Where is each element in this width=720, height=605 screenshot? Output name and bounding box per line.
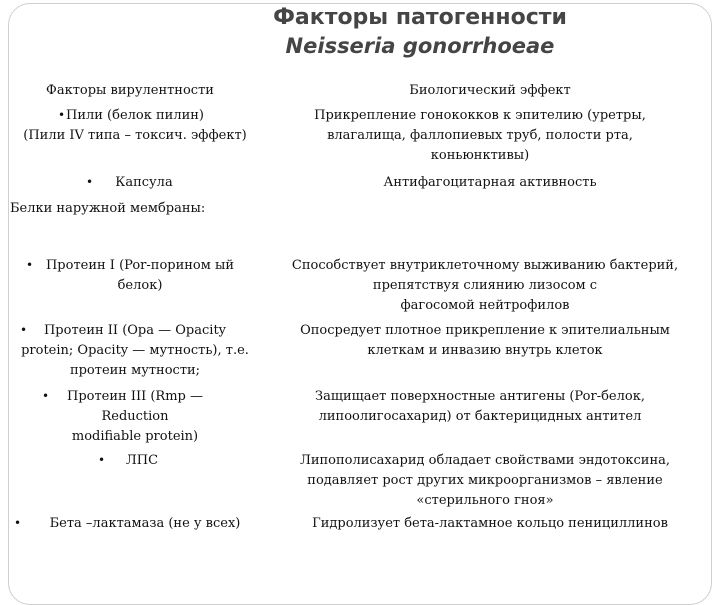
effect-line: влагалища, фаллопиевых труб, полости рта, — [327, 128, 633, 143]
factor-line: Капсула — [115, 175, 173, 190]
effect-line: Липополисахарид обладает свойствами эндотоксина, — [299, 453, 671, 468]
effect-line: Антифагоцитарная активность — [383, 175, 597, 190]
factor-line: Протеин III (Rmp — — [66, 389, 203, 404]
effect-beta-lactamase — [280, 514, 700, 534]
factor-beta-lactamase — [30, 514, 260, 534]
factor-lps — [112, 451, 172, 471]
factor-protein-iii — [50, 387, 220, 447]
effect-line: фагосомой нейтрофилов — [400, 298, 570, 313]
header-biological-effect: Биологический эффект — [409, 83, 571, 98]
effect-line: Опосредует плотное прикрепление к эпителиальным — [300, 323, 670, 338]
factor-line: Протеин II (Opa — Opacity — [43, 323, 227, 338]
factor-line: Протеин I (Por-порином ый — [45, 258, 235, 273]
factor-line: белок) — [117, 278, 163, 293]
effect-line: коньюнктивы) — [430, 148, 530, 163]
bullet: • — [20, 323, 28, 337]
effect-line: Защищает поверхностные антигены (Por-белок, — [315, 389, 645, 404]
section-outer-membrane-proteins: Белки наружной мембраны: — [10, 201, 206, 216]
effect-protein-i — [270, 256, 700, 316]
factor-line: ЛПС — [125, 453, 159, 468]
bullet: • — [42, 389, 50, 403]
bullet: • — [86, 175, 94, 189]
effect-pili — [290, 106, 670, 166]
effect-line: подавляет рост других микроорганизмов – явление — [307, 473, 663, 488]
bullet: • — [98, 453, 106, 467]
factor-line: protein; Opacity — мутность), т.е. — [21, 343, 249, 358]
header-virulence-factors: Факторы вирулентности — [46, 83, 214, 98]
effect-capsule — [300, 173, 680, 193]
effect-line: Прикрепление гонококков к эпителию (уретры, — [314, 108, 646, 123]
factor-line: modifiable protein) — [71, 429, 199, 444]
factor-pili — [4, 106, 266, 146]
factor-line: протеин мутности; — [69, 363, 201, 378]
factor-line: Reduction — [101, 409, 169, 424]
effect-line: препятствуя слиянию лизосом с — [372, 278, 598, 293]
effect-line: Способствует внутриклеточному выживанию бактерий, — [291, 258, 679, 273]
factor-protein-i — [30, 256, 250, 296]
slide-title — [230, 4, 610, 60]
bullet: • — [26, 258, 34, 272]
bullet: • — [14, 516, 22, 530]
title-line-1: Факторы патогенности — [273, 5, 567, 30]
effect-line: Гидролизует бета-лактамное кольцо пенициллинов — [312, 516, 668, 531]
effect-protein-iii — [280, 387, 680, 427]
factor-line: (Пили IV типа – токсич. эффект) — [23, 128, 247, 143]
bullet: • — [58, 108, 66, 122]
effect-line: липоолигосахарид) от бактерицидных антител — [318, 409, 642, 424]
effect-line: клеткам и инвазию внутрь клеток — [367, 343, 603, 358]
effect-protein-ii — [280, 321, 690, 361]
factor-protein-ii — [4, 321, 266, 381]
title-line-2: Neisseria gonorrhoeae — [285, 34, 555, 58]
effect-lps — [280, 451, 690, 511]
factor-line: Пили (белок пилин) — [66, 108, 204, 123]
factor-capsule — [94, 173, 194, 193]
effect-line: «стерильного гноя» — [416, 493, 554, 508]
factor-line: Бета –лактамаза (не у всех) — [49, 516, 241, 531]
